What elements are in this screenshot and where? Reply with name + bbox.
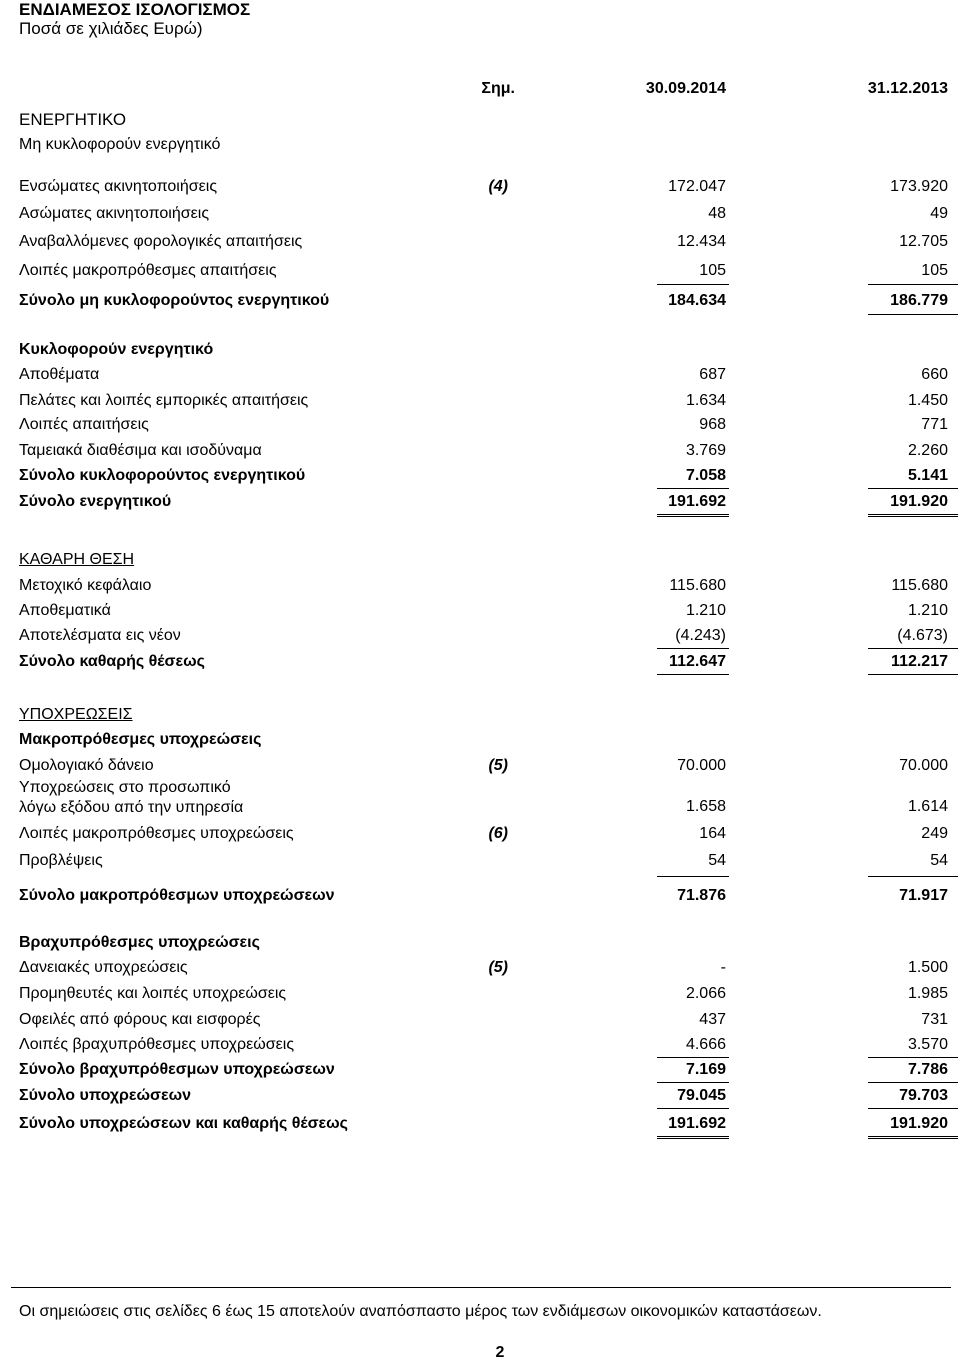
table-row: Ενσώματες ακινητοποιήσεις (4) 172.047 173.920 <box>19 178 948 195</box>
subtotal-rule <box>657 1057 729 1058</box>
table-row: Αναβαλλόμενες φορολογικές απαιτήσεις 12.434 12.705 <box>19 233 948 250</box>
total-rule <box>868 674 958 675</box>
table-row: Ομολογιακό δάνειο (5) 70.000 70.000 <box>19 757 948 774</box>
table-row: Λοιπές απαιτήσεις 968 771 <box>19 416 948 433</box>
total-rule <box>657 1108 729 1109</box>
table-row: Λοιπές μακροπρόθεσμες απαιτήσεις 105 105 <box>19 262 948 279</box>
total-row: Σύνολο ενεργητικού 191.692 191.920 <box>19 493 948 510</box>
table-row: Λοιπές βραχυπρόθεσμες υποχρεώσεις 4.666 3.570 <box>19 1036 948 1053</box>
period-1-header: 30.09.2014 <box>645 80 726 97</box>
table-row: Προμηθευτές και λοιπές υποχρεώσεις 2.066 1.985 <box>19 985 948 1002</box>
total-rule <box>868 488 958 489</box>
section-heading-assets: ΕΝΕΡΓΗΤΙΚΟ <box>19 110 127 129</box>
table-row: Αποθεματικά 1.210 1.210 <box>19 602 948 619</box>
total-row: Σύνολο κυκλοφορούντος ενεργητικού 7.058 5.141 <box>19 467 948 484</box>
subsection-heading-current-assets: Κυκλοφορούν ενεργητικό <box>19 341 214 358</box>
double-rule <box>657 514 729 517</box>
column-header <box>0 78 960 100</box>
page-subtitle: Ποσά σε χιλιάδες Ευρώ) <box>19 19 203 38</box>
table-row: Πελάτες και λοιπές εμπορικές απαιτήσεις 1.634 1.450 <box>19 392 948 409</box>
subsection-heading-long-term: Μακροπρόθεσμες υποχρεώσεις <box>19 731 262 748</box>
total-row: Σύνολο υποχρεώσεων 79.045 79.703 <box>19 1087 948 1104</box>
footer-note: Οι σημειώσεις στις σελίδες 6 έως 15 αποτελούν αναπόσπαστο μέρος των ενδιάμεσων οικονομικών καταστάσεων. <box>19 1303 822 1320</box>
double-rule <box>657 1136 729 1139</box>
subtotal-rule <box>868 876 958 877</box>
footer-divider <box>11 1287 951 1288</box>
subsection-heading-short-term: Βραχυπρόθεσμες υποχρεώσεις <box>19 934 260 951</box>
total-rule <box>868 314 958 315</box>
note-column-header: Σημ. <box>481 80 515 97</box>
total-rule <box>657 648 729 649</box>
table-row: Δανειακές υποχρεώσεις (5) - 1.500 <box>19 959 948 976</box>
table-row: Αποτελέσματα εις νέον (4.243) (4.673) <box>19 627 948 644</box>
table-row: Ασώματες ακινητοποιήσεις 48 49 <box>19 205 948 222</box>
table-row: Μετοχικό κεφάλαιο 115.680 115.680 <box>19 577 948 594</box>
double-rule <box>868 1136 958 1139</box>
grand-total-row: Σύνολο υποχρεώσεων και καθαρής θέσεως 191.692 191.920 <box>19 1115 948 1132</box>
table-row: Αποθέματα 687 660 <box>19 366 948 383</box>
total-row: Σύνολο καθαρής θέσεως 112.647 112.217 <box>19 653 948 670</box>
subtotal-rule <box>657 284 729 285</box>
table-row: Ταμειακά διαθέσιμα και ισοδύναμα 3.769 2.260 <box>19 442 948 459</box>
subsection-heading-noncurrent-assets: Μη κυκλοφορούν ενεργητικό <box>19 136 221 153</box>
total-rule <box>657 488 729 489</box>
table-row: Προβλέψεις 54 54 <box>19 852 948 869</box>
total-rule <box>657 1082 729 1083</box>
page-title: ΕΝΔΙΑΜΕΣΟΣ ΙΣΟΛΟΓΙΣΜΟΣ <box>19 0 251 19</box>
total-row: Σύνολο μακροπρόθεσμων υποχρεώσεων 71.876 71.917 <box>19 887 948 904</box>
total-row: Σύνολο μη κυκλοφορούντος ενεργητικού 184.634 186.779 <box>19 292 948 309</box>
table-row: Οφειλές από φόρους και εισφορές 437 731 <box>19 1011 948 1028</box>
total-rule <box>868 1082 958 1083</box>
double-rule <box>868 514 958 517</box>
subtotal-rule <box>868 1057 958 1058</box>
section-heading-liabilities: ΥΠΟΧΡΕΩΣΕΙΣ <box>19 706 133 723</box>
table-row: Υποχρεώσεις στο προσωπικό λόγω εξόδου από την υπηρεσία 1.658 1.614 <box>19 779 948 816</box>
total-rule <box>868 1108 958 1109</box>
subtotal-rule <box>657 876 729 877</box>
subtotal-rule <box>868 284 958 285</box>
page-number: 2 <box>495 1344 505 1361</box>
section-heading-equity: ΚΑΘΑΡΗ ΘΕΣΗ <box>19 551 135 568</box>
total-rule <box>657 674 729 675</box>
period-2-header: 31.12.2013 <box>867 80 948 97</box>
table-row: Λοιπές μακροπρόθεσμες υποχρεώσεις (6) 164 249 <box>19 825 948 842</box>
total-rule <box>868 648 958 649</box>
total-row: Σύνολο βραχυπρόθεσμων υποχρεώσεων 7.169 7.786 <box>19 1061 948 1078</box>
